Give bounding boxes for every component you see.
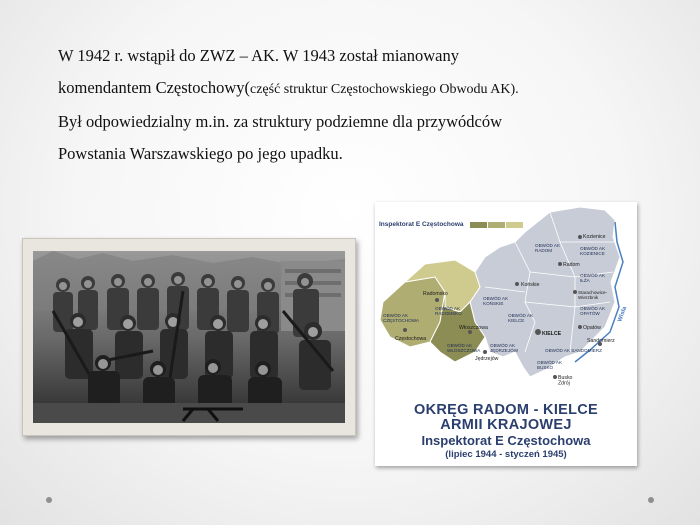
text-line-2-small: część struktur Częstochowskiego Obwodu AK). [250, 82, 519, 97]
label-radomsko: Radomsko [423, 291, 448, 297]
text-line-2 [58, 72, 658, 106]
label-konskie: Końskie [521, 282, 540, 288]
city-dot-radom [558, 262, 562, 266]
slide-nav-dot-right[interactable] [648, 497, 654, 503]
label-obwod-radom: OBWÓD AK RADOM [535, 243, 561, 254]
map-caption-line-2: ARMII KRAJOWEJ [440, 417, 572, 433]
city-dot-jedrzejow [483, 350, 487, 354]
text-line-4: Powstania Warszawskiego po jego upadku. [58, 144, 343, 163]
label-jedrzejow: Jędrzejów [475, 356, 499, 362]
city-dot-starachowice [573, 290, 577, 294]
label-obwod-kozienice: OBWÓD AK KOZIENICE [580, 246, 606, 257]
label-obwod-konskie: OBWÓD AK KOŃSKIE [483, 296, 509, 307]
label-kozienice: Kozienice [583, 234, 606, 240]
legend-swatch-1 [470, 222, 487, 228]
text-line-3: Był odpowiedzialny m.in. za struktury podziemne dla przywódców [58, 112, 503, 131]
legend-swatch-3 [506, 222, 523, 228]
partisans-photo-frame [22, 238, 356, 436]
label-obwod-kielce: OBWÓD AK KIELCE [508, 313, 534, 324]
label-obwod-radomsko: OBWÓD AK RADOMSKO [435, 306, 462, 317]
label-radom: Radom [563, 262, 580, 268]
label-obwod-jedrzejow: OBWÓD AK JĘDRZEJÓW [490, 343, 519, 354]
city-dot-opatow [578, 325, 582, 329]
city-dot-radomsko [435, 298, 439, 302]
partisans-photo [33, 251, 345, 423]
map-figure [375, 202, 637, 466]
label-obwod-opatow: OBWÓD AK OPATÓW [580, 306, 606, 317]
label-starachowice: Starachowice-Wierzbnik [578, 290, 608, 301]
text-line-1: W 1942 r. wstąpił do ZWZ – AK. W 1943 został mianowany [58, 46, 459, 65]
slide-body-text [58, 40, 658, 170]
label-wloszczowa: Włoszczowa [459, 325, 488, 331]
slide-nav-dot-left[interactable] [46, 497, 52, 503]
label-obwod-sandomierz: OBWÓD AK SANDOMIERZ [545, 348, 602, 353]
label-czestochowa: Częstochowa [395, 336, 427, 342]
okreg-map [375, 202, 637, 402]
city-dot-czestochowa [403, 328, 407, 332]
map-caption-line-1: OKRĘG RADOM - KIELCE [413, 402, 599, 418]
river-label: Wisła [617, 305, 629, 323]
label-obwod-busko: OBWÓD AK BUSKO [537, 360, 563, 371]
legend-title: Inspektorat E Częstochowa [379, 221, 464, 228]
label-obwod-wloszczowa: OBWÓD AK WŁOSZCZOWA [447, 343, 481, 354]
label-obwod-ilza: OBWÓD AK IŁŻA [580, 273, 606, 284]
text-line-2-main: komendantem Częstochowy( [58, 78, 250, 97]
legend-swatch-2 [488, 222, 505, 228]
label-busko: Busko Zdrój [558, 375, 573, 387]
map-caption-line-3: Inspektorat E Częstochowa [421, 433, 591, 448]
city-dot-kielce [535, 329, 541, 335]
label-obwod-czestochowa: OBWÓD AK CZĘSTOCHOWA [383, 313, 419, 324]
city-dot-busko [553, 375, 557, 379]
city-dot-konskie [515, 282, 519, 286]
label-opatow: Opatów [583, 325, 601, 331]
city-dot-kozienice [578, 235, 582, 239]
label-sandomierz: Sandomierz [587, 338, 615, 344]
map-caption-line-4: (lipiec 1944 - styczeń 1945) [445, 449, 567, 460]
label-kielce: KIELCE [542, 331, 562, 337]
partisans-photo-image [33, 251, 345, 423]
